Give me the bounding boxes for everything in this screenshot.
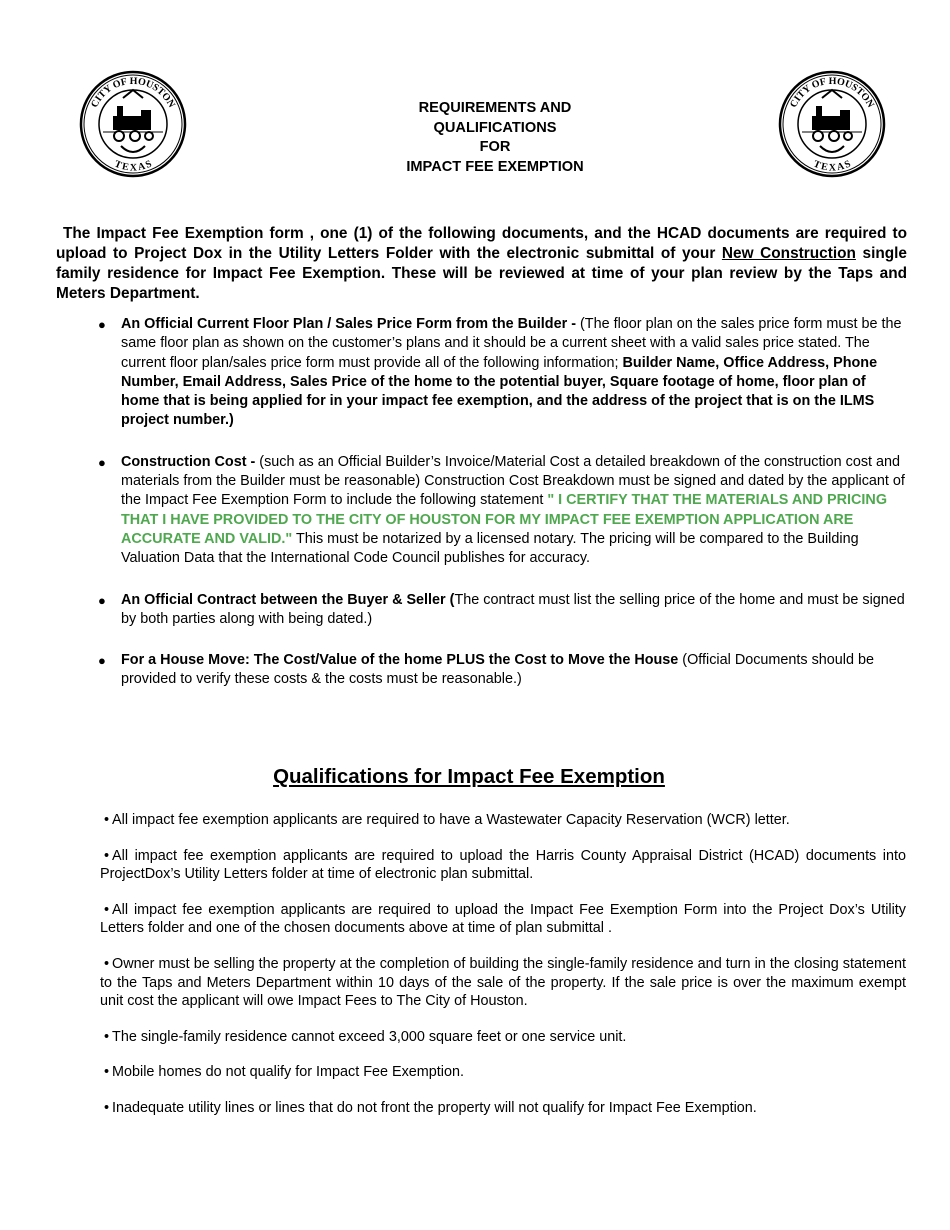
certification-statement: " I CERTIFY THAT THE MATERIALS AND PRICING THAT I HAVE PROVIDED TO THE CITY OF HOUSTON FOR MY IMPACT FEE EXEMPTION APPLICATION ARE ACCURATE AND VALID." [121, 492, 888, 547]
bullet-icon: • [104, 1099, 110, 1116]
intro-text-part1: The Impact Fee Exemption form , one (1) of the following documents, and the HCAD documents are required to upload to Project Dox in the Utility Letters Folder with the electronic submittal of your [56, 225, 907, 263]
intro-underlined-new-construction: New Construction [721, 245, 856, 263]
bullet-icon: • [104, 1064, 110, 1081]
bullet-icon: ● [98, 454, 106, 470]
requirement-text: The contract must list the selling price of the home and must be signed by both parties along with being dated.) [121, 591, 905, 627]
qualifications-list [100, 811, 906, 1135]
requirement-floor-plan [98, 315, 908, 431]
svg-text:TEXAS: TEXAS [811, 158, 853, 174]
bullet-icon: ● [98, 592, 106, 608]
requirement-text: (such as an Official Builder’s Invoice/Material Cost a detailed breakdown of the construction cost and materials from the Builder must be reasonable) Construction Cost Breakdown must be signed and dated by the applicant of the Impact Fee Exemption Form to include the following statement [121, 453, 905, 509]
bullet-icon: • [104, 812, 110, 828]
requirement-text-2: This must be notarized by a licensed notary. The pricing will be compared to the Building Valuation Data that the International Code Council publishes for accuracy. [121, 530, 859, 567]
city-of-houston-seal-right [778, 70, 886, 178]
intro-paragraph [56, 224, 907, 303]
intro-text-part2: single family residence for Impact Fee Exemption. These will be reviewed at time of your plan review by the Taps and Meters Department. [56, 245, 907, 302]
requirement-text: (Official Documents should be provided to verify these costs & the costs must be reasonable.) [121, 652, 875, 688]
title-line: IMPACT FEE EXEMPTION [406, 158, 584, 175]
svg-text:TEXAS: TEXAS [112, 158, 154, 174]
qualification-item: • Inadequate utility lines or lines that do not front the property will not qualify for Impact Fee Exemption. [104, 1099, 757, 1116]
title-line: REQUIREMENTS AND [418, 100, 572, 116]
title-line: FOR [479, 139, 511, 156]
requirement-official-contract [98, 591, 908, 630]
qualification-item: • Mobile homes do not qualify for Impact Fee Exemption. [104, 1064, 464, 1081]
qualification-item: • All impact fee exemption applicants are required to upload the Impact Fee Exemption Form into the Project Dox’s Utility Letters folder and one of the chosen documents above at time of plan submittal . [100, 901, 906, 937]
bullet-icon: • [104, 901, 110, 918]
requirement-house-move [98, 651, 908, 690]
qualification-item: • All impact fee exemption applicants are required to upload the Harris County Appraisal District (HCAD) documents into ProjectDox’s Utility Letters folder at time of electronic plan submittal. [100, 847, 906, 883]
bullet-icon: • [104, 1028, 110, 1045]
city-of-houston-seal-left [79, 70, 187, 178]
required-documents-list [98, 315, 908, 712]
requirement-text: (The floor plan on the sales price form must be the same floor plan as shown on the customer’s plans and it should be a current sheet with a valid sales price stated. The current floor plan/sales price form must provide all of the following information; [121, 316, 902, 371]
qualifications-heading: Qualifications for Impact Fee Exemption [273, 765, 665, 788]
requirement-construction-cost [98, 453, 908, 569]
svg-text:CITY OF HOUSTON: CITY OF HOUSTON [788, 75, 876, 110]
bullet-icon: • [104, 955, 110, 972]
document-title [330, 99, 660, 177]
requirement-title: An Official Contract between the Buyer & Seller ( [121, 591, 455, 608]
requirement-title: For a House Move: The Cost/Value of the home PLUS the Cost to Move the House [121, 652, 679, 669]
bullet-icon: ● [98, 317, 106, 332]
qualification-item: • All impact fee exemption applicants are required to have a Wastewater Capacity Reservation (WCR) letter. [104, 812, 790, 828]
requirement-title: An Official Current Floor Plan / Sales Price Form from the Builder - [121, 316, 576, 332]
svg-text:CITY OF HOUSTON: CITY OF HOUSTON [89, 75, 177, 110]
requirement-bold-details: Builder Name, Office Address, Phone Number, Email Address, Sales Price of the home to the potential buyer, Square footage of home, floor plan of home that is being applied for in your impact fee exemption, and the address of the project that is on the ILMS project number.) [121, 354, 878, 429]
qualification-item: • Owner must be selling the property at the completion of building the single-family residence and turn in the closing statement to the Taps and Meters Department within 10 days of the sale of the property. If the sale price is over the maximum exempt unit cost the applicant will owe Impact Fees to The City of Houston. [100, 955, 906, 1010]
qualification-item: • The single-family residence cannot exceed 3,000 square feet or one service unit. [104, 1028, 627, 1045]
bullet-icon: • [104, 847, 110, 864]
bullet-icon: ● [98, 653, 106, 669]
requirement-title: Construction Cost - [121, 453, 256, 470]
title-line: QUALIFICATIONS [433, 119, 557, 136]
